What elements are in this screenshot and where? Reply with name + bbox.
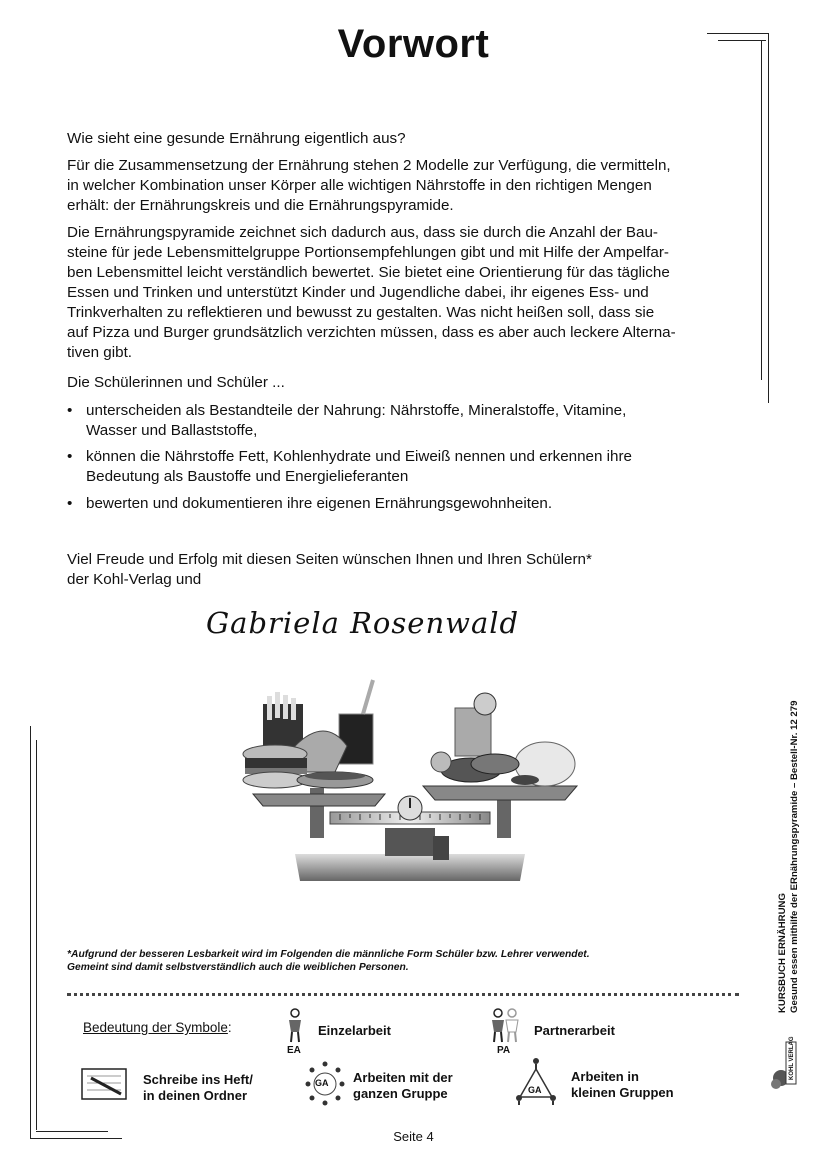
bullet-item: [67, 447, 737, 487]
bullet-line: können die Nährstoffe Fett, Kohlenhydrate und Eiweiß nennen und erkennen ihre: [86, 448, 632, 465]
paragraph-line: auf Pizza und Burger grundsätzlich verzichten müssen, dass es aber auch leckere Alterna-: [67, 324, 676, 341]
bullet-line: bewerten und dokumentieren ihre eigenen Ernährungsgewohnheiten.: [86, 495, 553, 512]
partner-icon: [489, 1008, 521, 1044]
closing-text: [67, 550, 737, 590]
paragraph-line: Trinkverhalten zu reflektieren und bewusst zu gestalten. Was nicht heißen soll, dass sie: [67, 304, 655, 321]
scale-right-pan: [423, 786, 577, 800]
single-person-icon: [285, 1008, 305, 1044]
paragraph-line: in welcher Kombination unser Körper alle wichtigen Nährstoffe in den richtigen Mengen: [67, 177, 652, 194]
paragraph-pyramid: [67, 223, 737, 363]
orange-slice: [474, 693, 496, 715]
heft-label-line: Schreibe ins Heft/: [143, 1072, 253, 1087]
footnote-line: Gemeint sind damit selbstverständlich auch die weiblichen Personen.: [67, 962, 409, 973]
paragraph-line: ben Lebensmittel leicht verständlich bewertet. Sie bietet eine Orientierung für das tägliche: [67, 264, 670, 281]
bullet-dot: •: [67, 402, 73, 419]
soda-glass: [339, 714, 373, 764]
intro-question: Wie sieht eine gesunde Ernährung eigentlich aus?: [67, 130, 406, 147]
signature: Gabriela Rosenwald: [206, 606, 520, 640]
dotted-divider: [67, 993, 739, 996]
partner-tag: PA: [497, 1045, 511, 1056]
paragraph-line: Die Ernährungspyramide zeichnet sich dadurch aus, dass sie durch die Anzahl der Bau-: [67, 224, 658, 241]
scale-left-pan: [253, 794, 385, 806]
footnote: [67, 948, 627, 974]
gruppe-tag: GA: [315, 1078, 329, 1088]
paragraph-line: Essen und Trinken und unterstützt Kinder und Jugendliche dabei, ihr eigenes Ess- und: [67, 284, 649, 301]
grilled-meat: [471, 754, 519, 774]
symbols-heading-text: Bedeutung der Symbole: [83, 1020, 228, 1035]
page-title: Vorwort: [337, 22, 490, 66]
soda-straw: [363, 680, 373, 714]
frame-bottom-left-v2: [36, 740, 37, 1130]
burger-patty: [245, 758, 307, 768]
paragraph-models: [67, 156, 737, 216]
gruppe-label-line: Arbeiten mit der: [353, 1070, 453, 1085]
einzel-tag: EA: [287, 1045, 301, 1056]
symbols-heading-colon: :: [227, 1020, 232, 1035]
klein-tag: GA: [528, 1085, 542, 1095]
students-intro: Die Schülerinnen und Schüler ...: [67, 374, 285, 391]
closing-line: Viel Freude und Erfolg mit diesen Seiten wünschen Ihnen und Ihren Schülern*: [67, 551, 592, 568]
bullet-item: [67, 401, 737, 441]
scale-illustration: [235, 676, 585, 888]
paragraph-line: Für die Zusammensetzung der Ernährung stehen 2 Modelle zur Verfügung, die vermitteln,: [67, 157, 671, 174]
closing-line: der Kohl-Verlag und: [67, 571, 202, 588]
bullet-item: [67, 494, 737, 514]
bullet-dot: •: [67, 448, 73, 465]
klein-label-line: kleinen Gruppen: [571, 1085, 674, 1100]
heft-label: [143, 1072, 253, 1104]
frame-bottom-left-v1: [30, 726, 31, 1138]
vegetable: [431, 752, 451, 772]
klein-label: [571, 1069, 674, 1101]
footnote-line: *Aufgrund der besseren Lesbarkeit wird im Folgenden die männliche Form Schüler bzw. Lehrer verwendet.: [67, 949, 590, 960]
gruppe-label-line: ganzen Gruppe: [353, 1086, 448, 1101]
bullet-line: unterscheiden als Bestandteile der Nahrung: Nährstoffe, Mineralstoffe, Vitamine,: [86, 402, 627, 419]
scale-weight: [433, 836, 449, 860]
sidebar-book-title: KURSBUCH ERNÄHRUNG: [777, 893, 788, 1013]
paragraph-line: tiven gibt.: [67, 344, 133, 361]
bullet-line: Bedeutung als Baustoffe und Energielieferanten: [86, 468, 409, 485]
heft-label-line: in deinen Ordner: [143, 1088, 248, 1103]
partner-label: Partnerarbeit: [534, 1023, 615, 1038]
klein-label-line: Arbeiten in: [571, 1069, 639, 1084]
publisher-logo-text: KOHL VERLAG: [789, 1036, 795, 1080]
einzel-label: Einzelarbeit: [318, 1023, 391, 1038]
page-number: Seite 4: [393, 1129, 434, 1144]
bullet-line: Wasser und Ballaststoffe,: [86, 422, 258, 439]
scale-pillar: [385, 828, 435, 856]
frame-top-right-v2: [761, 40, 762, 380]
write-notebook-icon: [81, 1068, 127, 1100]
symbols-heading: [83, 1020, 232, 1035]
bullet-dot: •: [67, 495, 73, 512]
frame-top-right-v1: [768, 33, 769, 403]
paragraph-line: erhält: der Ernährungskreis und die Ernährungspyramide.: [67, 197, 454, 214]
sidebar-book-subtitle: Gesund essen mithilfe der ERnährungspyramide – Bestell-Nr. 12 279: [789, 700, 800, 1013]
scale-base: [295, 854, 525, 881]
gruppe-label: [353, 1070, 453, 1102]
small-group-icon: [515, 1057, 557, 1105]
paragraph-line: steine für jede Lebensmittelgruppe Portionsempfehlungen gibt und mit Hilfe der Ampelfar-: [67, 244, 669, 261]
